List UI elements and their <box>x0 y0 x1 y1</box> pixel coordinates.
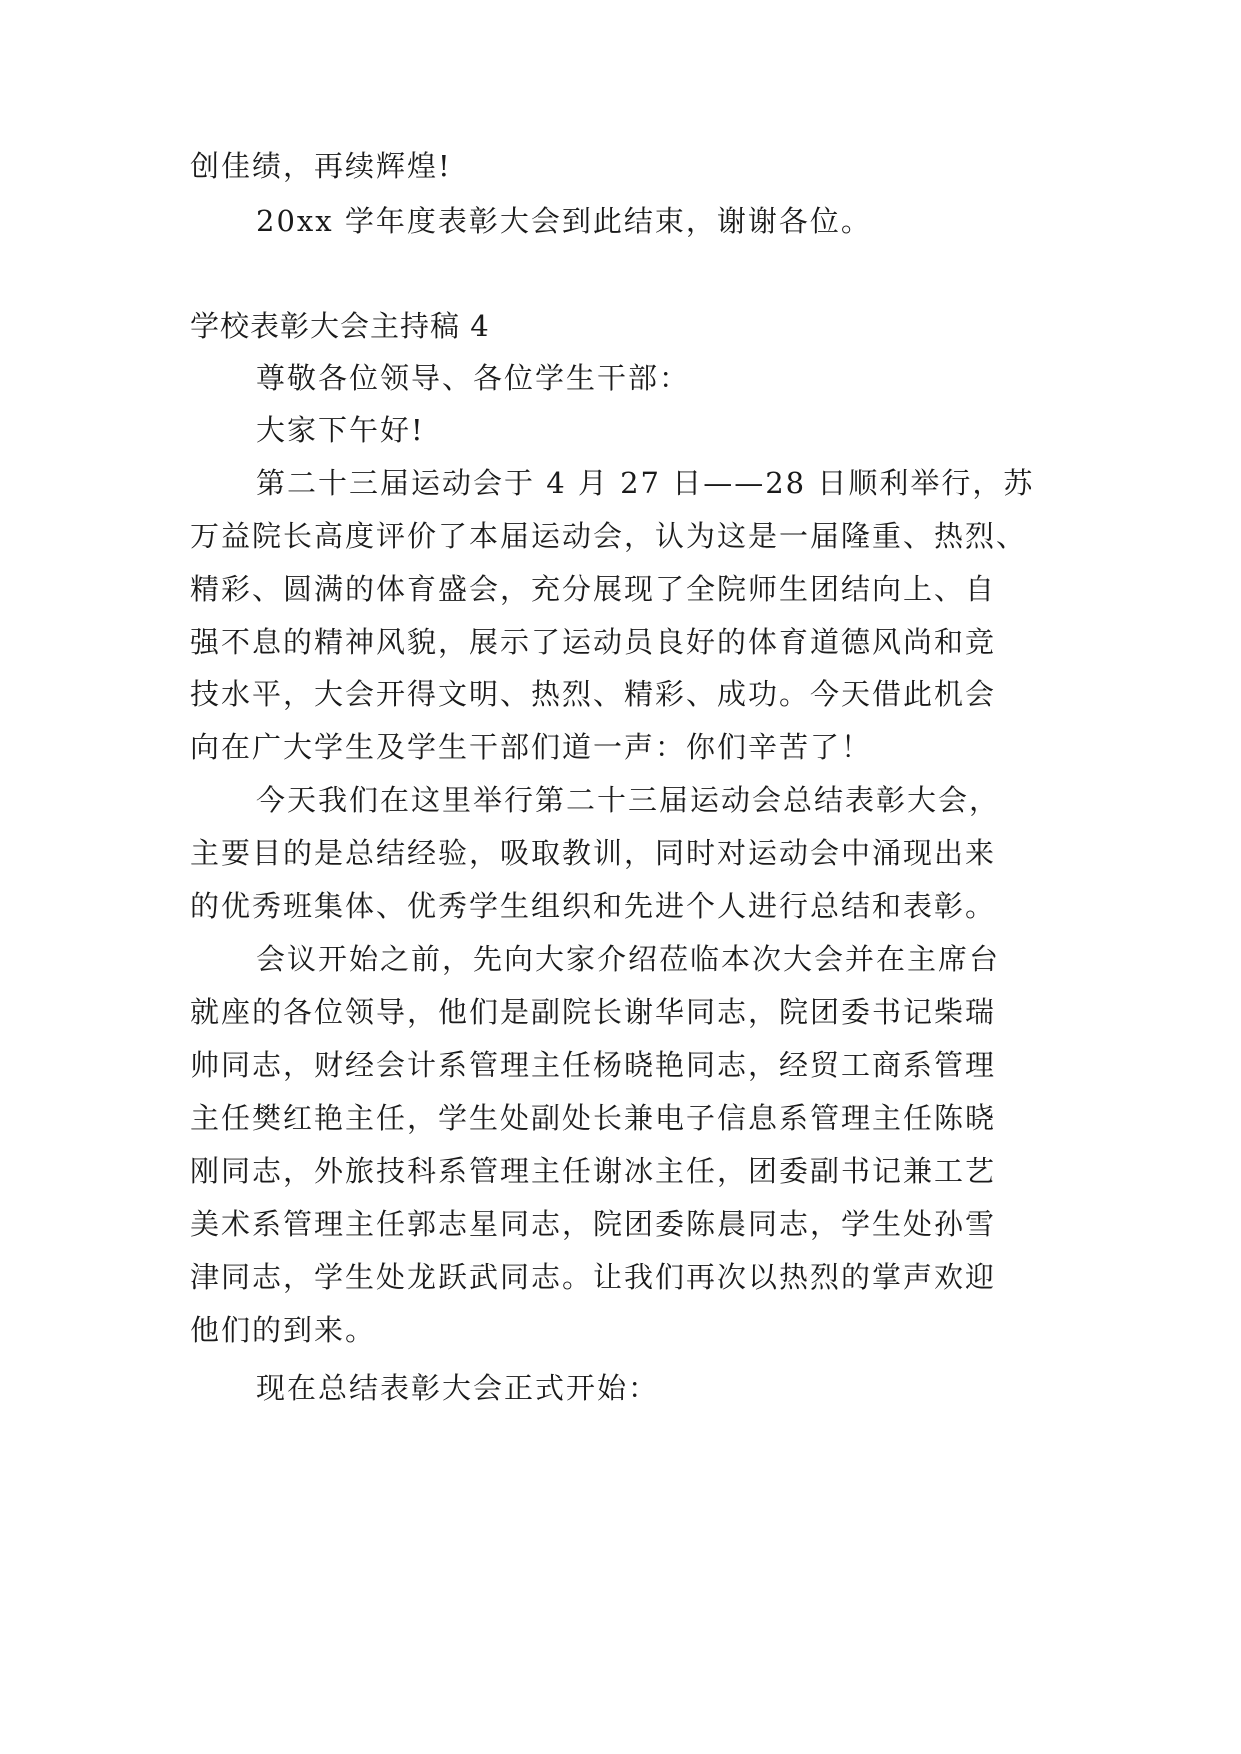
paragraph-1-line: 向在广大学生及学生干部们道一声：你们辛苦了！ <box>190 730 873 764</box>
paragraph-2-line: 主要目的是总结经验，吸取教训，同时对运动会中涌现出来 <box>190 836 997 870</box>
paragraph-2-line: 的优秀班集体、优秀学生组织和先进个人进行总结和表彰。 <box>190 889 997 923</box>
paragraph-3-line: 会议开始之前，先向大家介绍莅临本次大会并在主席台 <box>256 942 1001 976</box>
paragraph-1-line: 万益院长高度评价了本届运动会，认为这是一届隆重、热烈、 <box>190 519 1028 553</box>
paragraph-3-line: 主任樊红艳主任，学生处副处长兼电子信息系管理主任陈晓 <box>190 1101 997 1135</box>
paragraph-3-line: 美术系管理主任郭志星同志，院团委陈晨同志，学生处孙雪 <box>190 1207 997 1241</box>
paragraph-3-line: 刚同志，外旅技科系管理主任谢冰主任，团委副书记兼工艺 <box>190 1154 997 1188</box>
section-title: 学校表彰大会主持稿 4 <box>190 309 490 343</box>
paragraph-3-line: 就座的各位领导，他们是副院长谢华同志，院团委书记柴瑞 <box>190 995 997 1029</box>
salutation: 尊敬各位领导、各位学生干部： <box>256 361 691 395</box>
final-line: 现在总结表彰大会正式开始： <box>256 1371 660 1405</box>
continuation-line: 创佳绩，再续辉煌! <box>190 149 452 183</box>
paragraph-3-line: 帅同志，财经会计系管理主任杨晓艳同志，经贸工商系管理 <box>190 1048 997 1082</box>
paragraph-1-line: 技水平，大会开得文明、热烈、精彩、成功。今天借此机会 <box>190 677 997 711</box>
paragraph-3-line: 他们的到来。 <box>190 1313 377 1347</box>
greeting: 大家下午好! <box>256 413 425 447</box>
paragraph-1-line: 精彩、圆满的体育盛会，充分展现了全院师生团结向上、自 <box>190 572 997 606</box>
paragraph-1-line: 强不息的精神风貌，展示了运动员良好的体育道德风尚和竞 <box>190 625 997 659</box>
paragraph-3-line: 津同志，学生处龙跃武同志。让我们再次以热烈的掌声欢迎 <box>190 1260 997 1294</box>
paragraph-1-line: 第二十三届运动会于 4 月 27 日——28 日顺利举行，苏 <box>256 466 1035 500</box>
paragraph-2-line: 今天我们在这里举行第二十三届运动会总结表彰大会， <box>256 783 1001 817</box>
closing-line: 20xx 学年度表彰大会到此结束，谢谢各位。 <box>256 204 872 238</box>
